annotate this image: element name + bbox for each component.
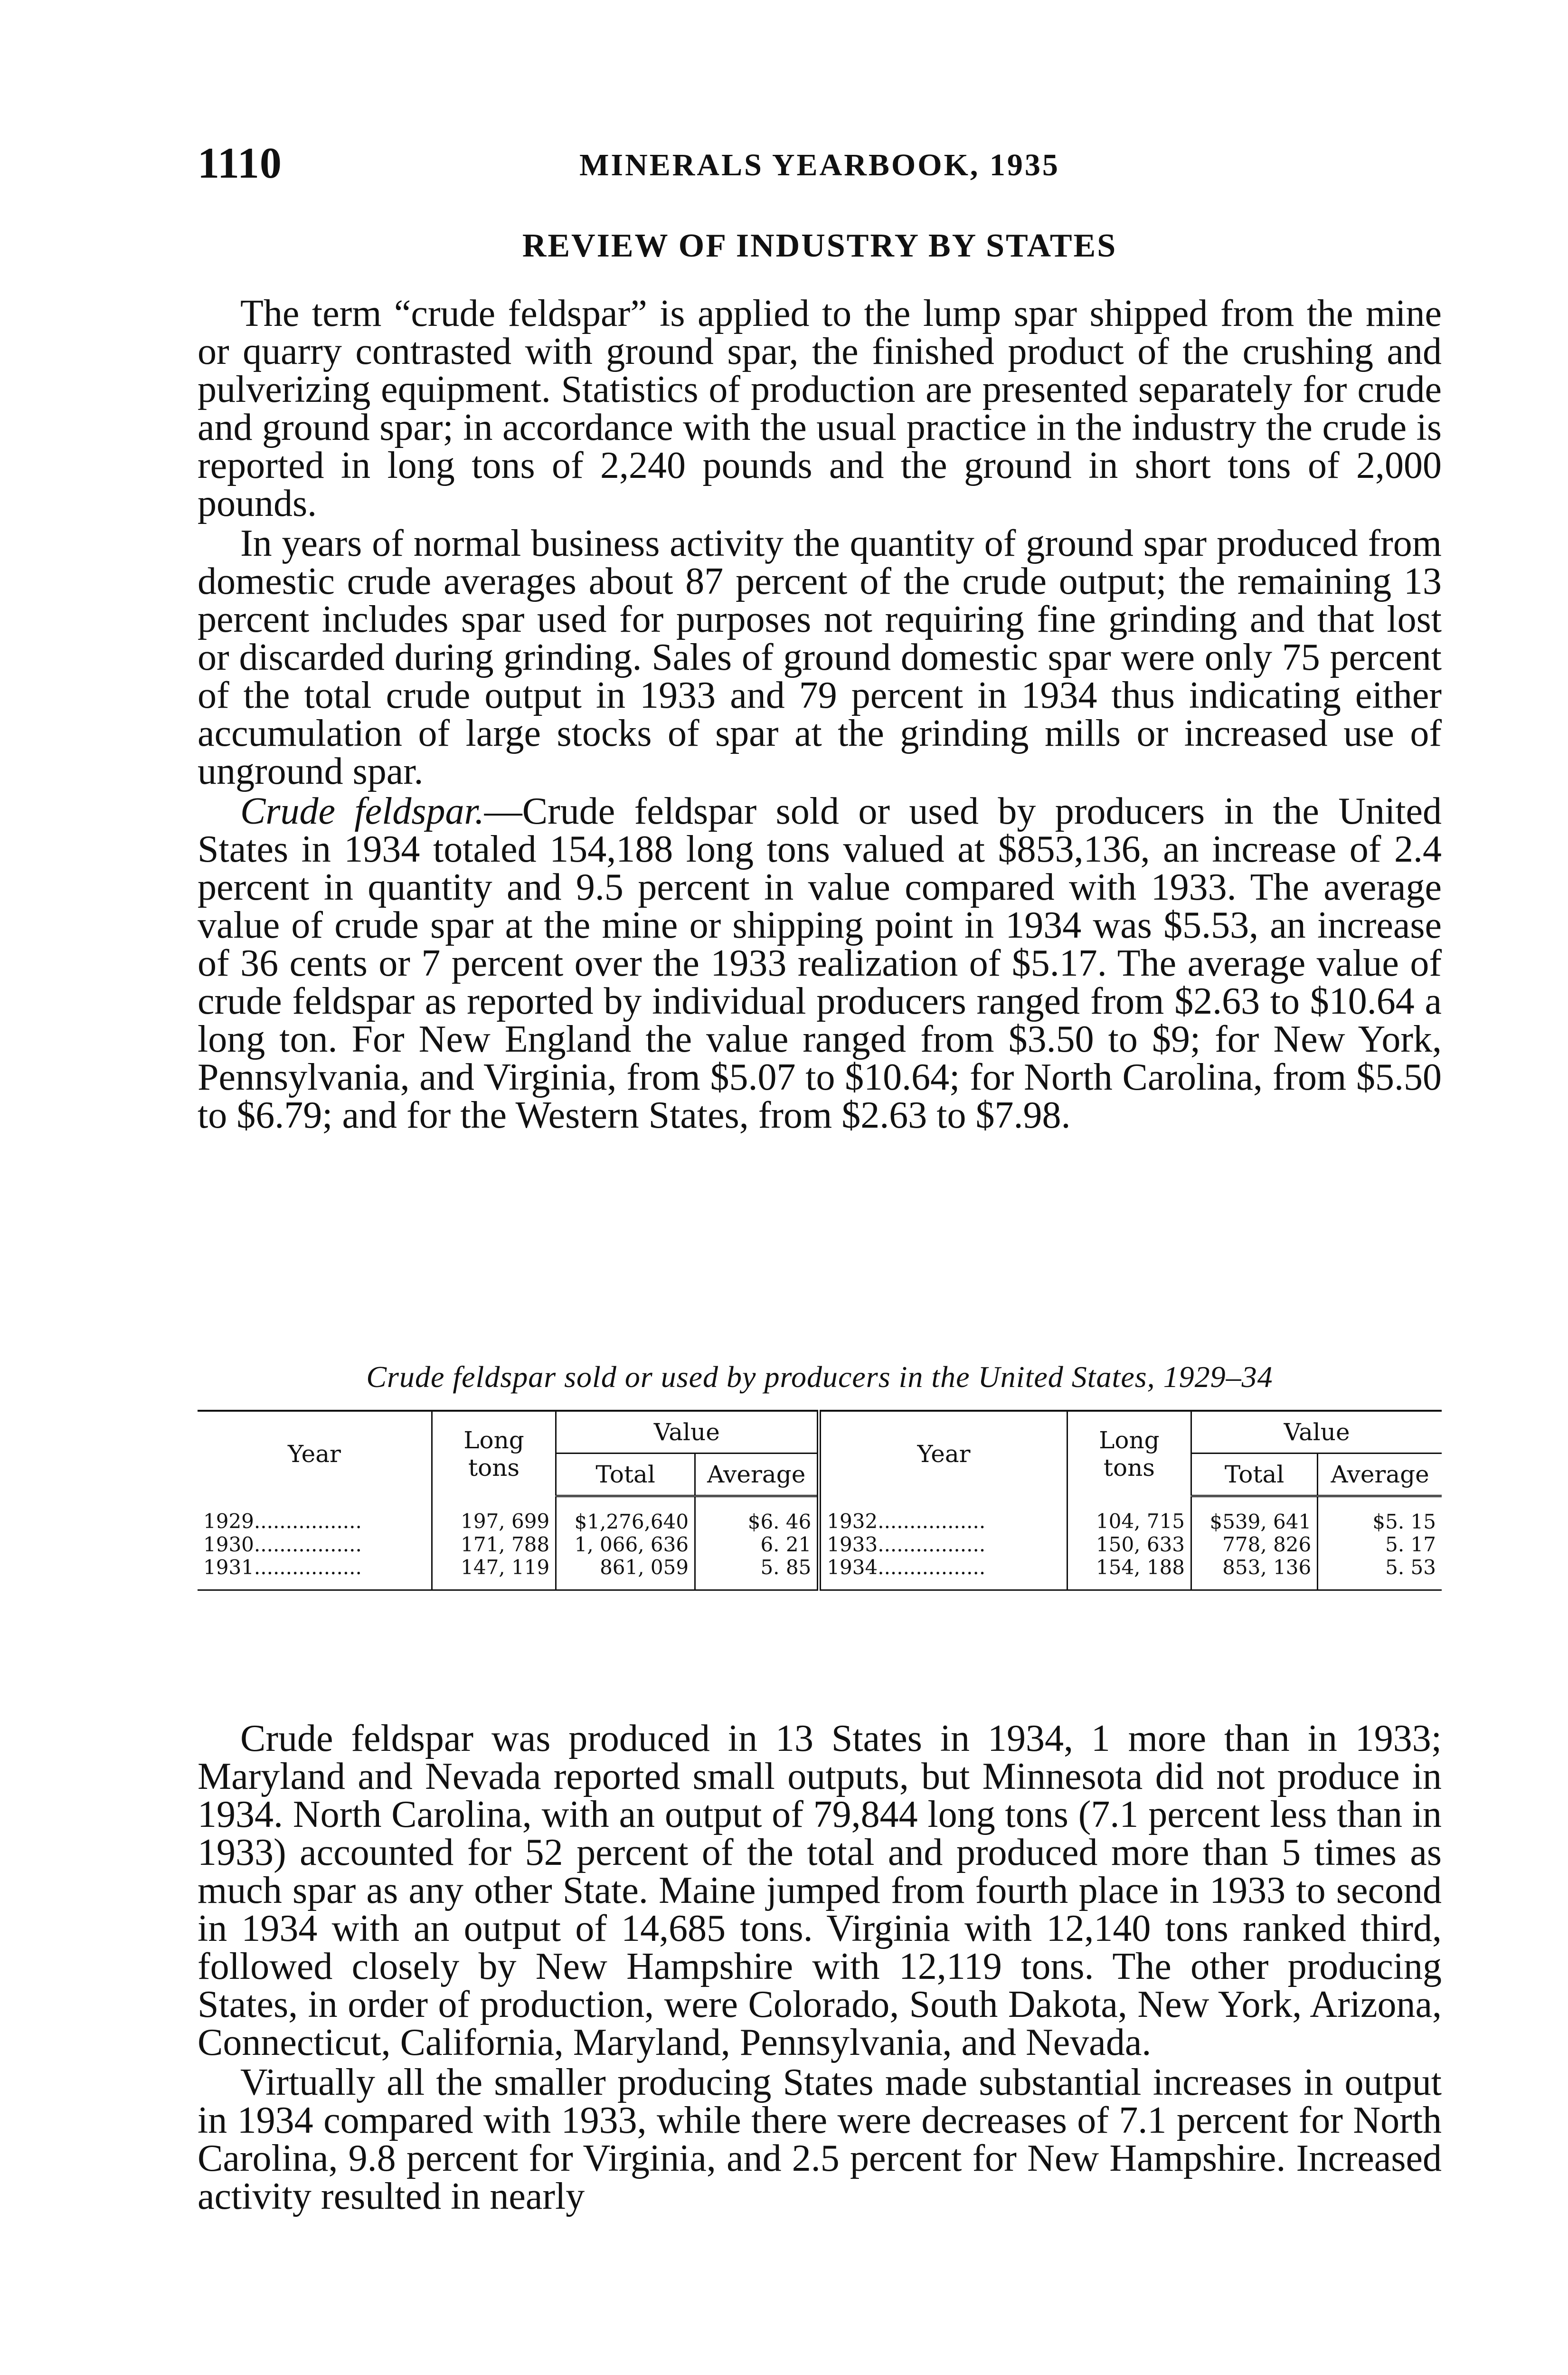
year-cell: 1932.................	[819, 1496, 1067, 1534]
year-cell: 1934.................	[819, 1556, 1067, 1590]
header-long-tons: Long tons	[432, 1411, 556, 1496]
year-value: 1933	[827, 1533, 878, 1556]
body-text-after-table	[198, 1720, 1442, 2215]
header-total: Total	[556, 1454, 695, 1496]
paragraph: Virtually all the smaller producing States made substantial increases in output in 1934 compared with 1933, while there were decreases of 7.1 percent for North Carolina, 9.8 percent for Virginia, and 2.5 percent for New Hampshire. Increased activity resulted in nearly	[198, 2062, 1442, 2217]
total-cell: $539, 641	[1191, 1496, 1318, 1534]
header-year: Year	[287, 1440, 341, 1468]
total-cell: 861, 059	[556, 1556, 695, 1590]
table-row	[198, 1556, 1442, 1590]
header-value: Value	[556, 1411, 819, 1454]
average-cell: 5. 17	[1318, 1533, 1442, 1556]
header-average: Average	[1318, 1454, 1442, 1496]
total-cell: 853, 136	[1191, 1556, 1318, 1590]
header-total: Total	[1191, 1454, 1318, 1496]
paragraph-lead-heading: Crude feldspar.	[240, 790, 484, 832]
long-tons-cell: 147, 119	[432, 1556, 556, 1590]
body-text-before-table	[198, 294, 1442, 1134]
table-row	[198, 1533, 1442, 1556]
page-header	[198, 138, 1442, 190]
paragraph-body: —Crude feldspar sold or used by producers in the United States in 1934 totaled 154,188 long tons valued at $853,136, an increase of 2.4 percent in quantity and 9.5 percent in value compared with 1933. The average value of crude spar at the mine or shipping point in 1934 was $5.53, an increase of 36 cents or 7 percent over the 1933 realization of $5.17. The average value of crude feldspar as reported by individual producers ranged from $2.63 to $10.64 a long ton. For New England the value ranged from $3.50 to $9; for New York, Pennsylvania, and Virginia, from $5.07 to $10.64; for North Carolina, from $5.50 to $6.79; and for the Western States, from $2.63 to $7.98.	[198, 790, 1442, 1136]
paragraph	[198, 792, 1442, 1134]
year-value: 1929	[203, 1509, 254, 1533]
long-tons-cell: 197, 699	[432, 1496, 556, 1534]
year-cell: 1931.................	[198, 1556, 432, 1590]
header-long-tons: Long tons	[1067, 1411, 1191, 1496]
average-cell: $5. 15	[1318, 1496, 1442, 1534]
total-cell: 778, 826	[1191, 1533, 1318, 1556]
long-tons-cell: 171, 788	[432, 1533, 556, 1556]
section-title: REVIEW OF INDUSTRY BY STATES	[522, 228, 1117, 264]
year-value: 1932	[827, 1509, 878, 1533]
year-value: 1934	[827, 1556, 878, 1579]
running-head: MINERALS YEARBOOK, 1935	[579, 148, 1060, 182]
average-cell: 5. 53	[1318, 1556, 1442, 1590]
header-value: Value	[1191, 1411, 1442, 1454]
table-row	[198, 1496, 1442, 1534]
year-value: 1931	[203, 1556, 254, 1579]
long-tons-cell: 104, 715	[1067, 1496, 1191, 1534]
statistics-table	[198, 1410, 1442, 1591]
header-year: Year	[819, 1411, 1067, 1496]
page-number: 1110	[198, 139, 282, 187]
header-average: Average	[695, 1454, 819, 1496]
long-tons-cell: 154, 188	[1067, 1556, 1191, 1590]
statistics-table-container	[198, 1410, 1442, 1591]
year-cell: 1929.................	[203, 1509, 362, 1533]
long-tons-cell: 150, 633	[1067, 1533, 1191, 1556]
table-caption: Crude feldspar sold or used by producers in the United States, 1929–34	[366, 1360, 1273, 1394]
year-cell: 1933.................	[819, 1533, 1067, 1556]
year-value: 1930	[203, 1533, 254, 1556]
average-cell: 5. 85	[695, 1556, 819, 1590]
paragraph: In years of normal business activity the quantity of ground spar produced from domestic crude averages about 87 percent of the crude output; the remaining 13 percent includes spar used for purposes not requiring fine grinding and that lost or discarded during grinding. Sales of ground domestic spar were only 75 percent of the total crude output in 1933 and 79 percent in 1934 thus indicating either accumulation of large stocks of spar at the grinding mills or increased use of unground spar.	[198, 522, 1442, 792]
total-cell: 1, 066, 636	[556, 1533, 695, 1556]
average-cell: 6. 21	[695, 1533, 819, 1556]
year-cell: 1930.................	[203, 1533, 362, 1556]
total-cell: $1,276,640	[556, 1496, 695, 1534]
average-cell: $6. 46	[695, 1496, 819, 1534]
paragraph: Crude feldspar was produced in 13 States in 1934, 1 more than in 1933; Maryland and Nevada reported small outputs, but Minnesota did not produce in 1934. North Carolina, with an output of 79,844 long tons (7.1 percent less than in 1933) accounted for 52 percent of the total and produced more than 5 times as much spar as any other State. Maine jumped from fourth place in 1933 to second in 1934 with an output of 14,685 tons. Virginia with 12,140 tons ranked third, followed closely by New Hampshire with 12,119 tons. The other producing States, in order of production, were Colorado, South Dakota, New York, Arizona, Connecticut, California, Maryland, Pennsylvania, and Nevada.	[198, 1718, 1442, 2063]
paragraph: The term “crude feldspar” is applied to the lump spar shipped from the mine or quarry contrasted with ground spar, the finished product of the crushing and pulverizing equipment. Statistics of production are presented separately for crude and ground spar; in accordance with the usual practice in the industry the crude is reported in long tons of 2,240 pounds and the ground in short tons of 2,000 pounds.	[198, 293, 1442, 524]
